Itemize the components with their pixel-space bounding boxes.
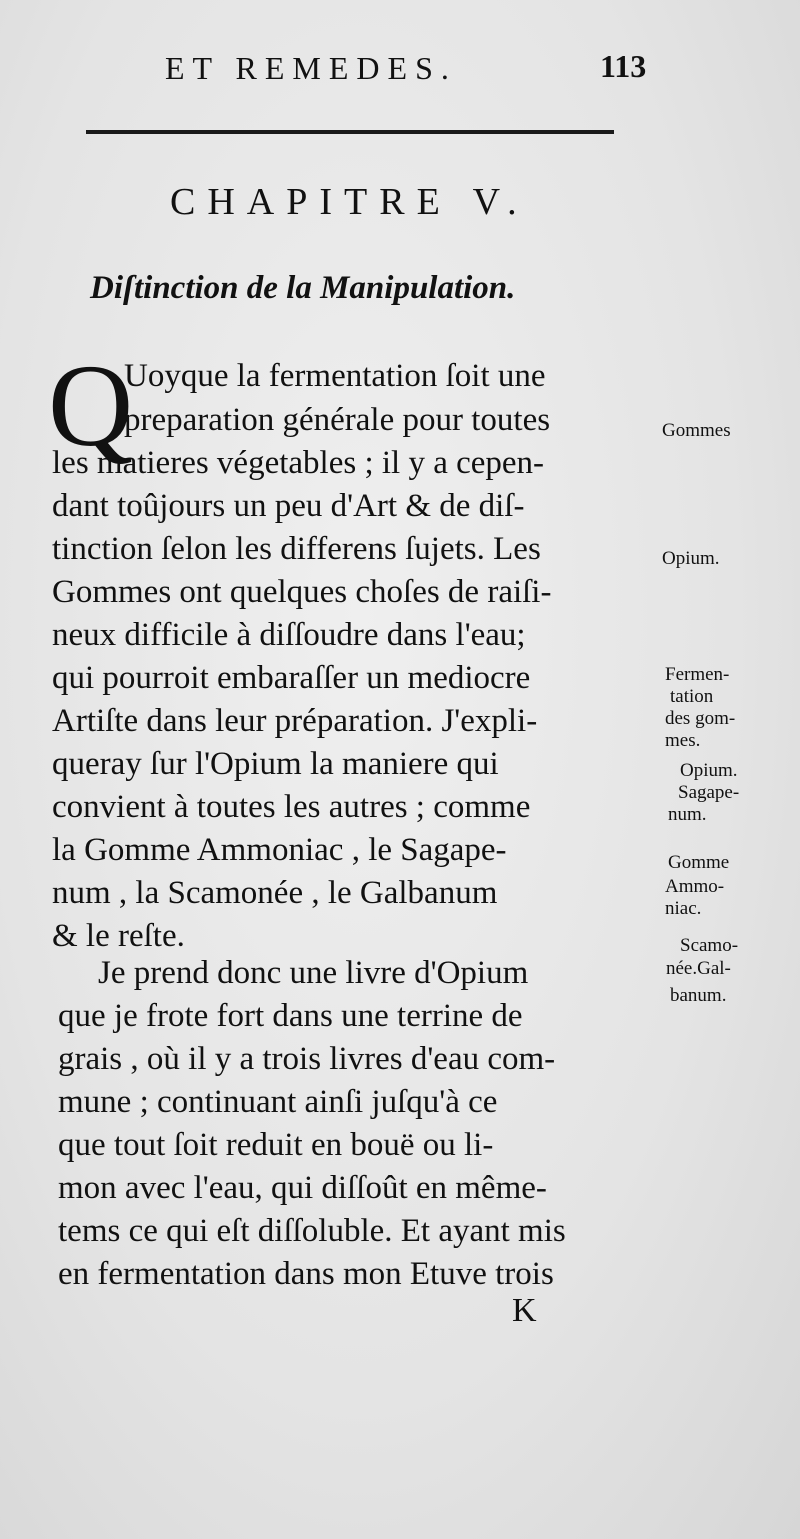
text-line: la Gomme Ammoniac , le Sagape- bbox=[52, 832, 507, 868]
margin-note-fermentation: Fermen- bbox=[665, 664, 730, 685]
text-line: les matieres végetables ; il y a cepen- bbox=[52, 445, 545, 481]
text-line: convient à toutes les autres ; comme bbox=[52, 789, 531, 825]
text-line: grais , où il y a trois livres d'eau com- bbox=[58, 1041, 556, 1077]
text-line: queray ſur l'Opium la maniere qui bbox=[52, 746, 499, 782]
margin-note-gommes: Gommes bbox=[662, 420, 731, 441]
text-line: Uoyque la fermentation ſoit une bbox=[124, 358, 546, 394]
margin-note-list: née.Gal- bbox=[666, 958, 731, 979]
margin-note-opium: Opium. bbox=[662, 548, 720, 569]
text-line: mune ; continuant ainſi juſqu'à ce bbox=[58, 1084, 498, 1120]
signature-mark: K bbox=[512, 1292, 537, 1329]
text-line: neux difficile à diſſoudre dans l'eau; bbox=[52, 617, 526, 653]
drop-cap: Q bbox=[48, 340, 134, 471]
text-line: que tout ſoit reduit en bouë ou li- bbox=[58, 1127, 494, 1163]
margin-note-list: Sagape- bbox=[678, 782, 740, 803]
margin-note-fermentation: des gom- bbox=[665, 708, 736, 729]
text-line: mon avec l'eau, qui diſſoût en même- bbox=[58, 1170, 547, 1206]
text-line: Gommes ont quelques choſes de raiſi- bbox=[52, 574, 552, 610]
text-line: dant toûjours un peu d'Art & de diſ- bbox=[52, 488, 525, 524]
margin-note-fermentation: tation bbox=[670, 686, 714, 707]
margin-note-fermentation: mes. bbox=[665, 730, 701, 751]
text-line: preparation générale pour toutes bbox=[124, 402, 551, 438]
header-rule bbox=[86, 130, 614, 134]
margin-note-list: num. bbox=[668, 804, 707, 825]
text-line: tinction ſelon les differens ſujets. Les bbox=[52, 531, 541, 567]
text-line: & le reſte. bbox=[52, 918, 185, 954]
running-header: ET REMEDES. bbox=[165, 50, 457, 86]
text-line: Je prend donc une livre d'Opium bbox=[98, 955, 529, 991]
margin-note-list: niac. bbox=[665, 898, 702, 919]
margin-note-list: Gomme bbox=[668, 852, 730, 873]
margin-note-list: Scamo- bbox=[680, 935, 739, 956]
margin-note-list: Ammo- bbox=[665, 876, 725, 897]
text-line: que je frote fort dans une terrine de bbox=[58, 998, 523, 1034]
text-line: num , la Scamonée , le Galbanum bbox=[52, 875, 498, 911]
section-title: Diſtinction de la Manipulation. bbox=[90, 270, 516, 306]
text-line: en fermentation dans mon Etuve trois bbox=[58, 1256, 554, 1292]
text-line: tems ce qui eſt diſſoluble. Et ayant mis bbox=[58, 1213, 566, 1249]
margin-note-list: Opium. bbox=[680, 760, 738, 781]
text-line: Artiſte dans leur préparation. J'expli- bbox=[52, 703, 538, 739]
page-number: 113 bbox=[600, 48, 647, 84]
margin-note-list: banum. bbox=[670, 985, 727, 1006]
text-line: qui pourroit embaraſſer un mediocre bbox=[52, 660, 531, 696]
chapter-title: CHAPITRE V. bbox=[170, 181, 529, 223]
